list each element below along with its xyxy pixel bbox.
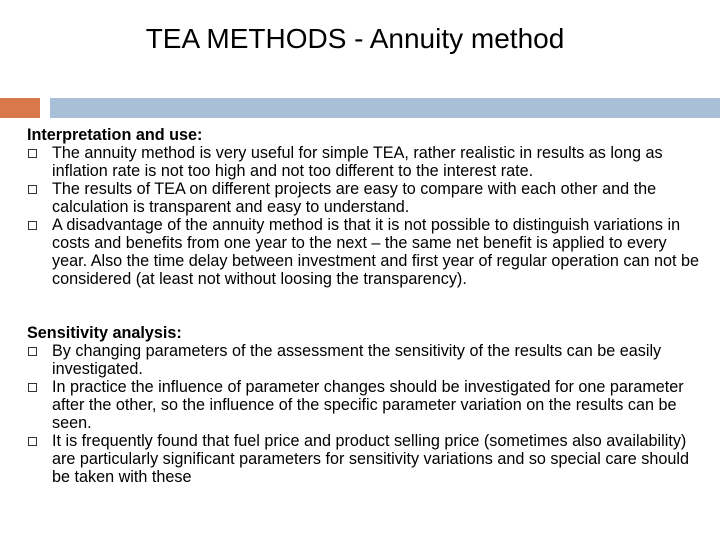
accent-bar bbox=[0, 98, 40, 118]
slide-title: TEA METHODS - Annuity method bbox=[145, 23, 565, 54]
square-bullet-icon bbox=[28, 185, 37, 194]
section-heading: Interpretation and use: bbox=[27, 126, 203, 144]
square-bullet-icon bbox=[28, 149, 37, 158]
section-heading: Sensitivity analysis: bbox=[27, 324, 182, 342]
list-item bbox=[27, 180, 699, 216]
bullet-text: The annuity method is very useful for simple TEA, rather realistic in results as long as inflation rate is not too high and not too different to the interest rate. bbox=[52, 144, 663, 180]
list-item bbox=[27, 144, 699, 180]
bullet-text: The results of TEA on different projects are easy to compare with each other and the calculation is transparent and easy to understand. bbox=[52, 180, 657, 216]
square-bullet-icon bbox=[28, 347, 37, 356]
bullet-text: It is frequently found that fuel price and product selling price (sometimes also availability) are particularly significant parameters for sensitivity variations and so special care should be taken with these bbox=[52, 432, 690, 486]
slide-content bbox=[27, 126, 699, 486]
square-bullet-icon bbox=[28, 437, 37, 446]
bullet-text: A disadvantage of the annuity method is that it is not possible to distinguish variations in costs and benefits from one year to the next – the same net benefit is applied to every year. Also the time delay between investment and first year of regular operation can not be considered (at least not without loosing the transparency). bbox=[52, 216, 699, 288]
bullet-text: In practice the influence of parameter changes should be investigated for one parameter after the other, so the influence of the specific parameter variation on the results can be seen. bbox=[52, 378, 684, 432]
square-bullet-icon bbox=[28, 221, 37, 230]
bullet-text: By changing parameters of the assessment the sensitivity of the results can be easily investigated. bbox=[52, 342, 662, 378]
section-sensitivity bbox=[27, 324, 699, 486]
square-bullet-icon bbox=[28, 383, 37, 392]
header-bar bbox=[50, 98, 720, 118]
list-item bbox=[27, 432, 699, 486]
list-item bbox=[27, 342, 699, 378]
list-item bbox=[27, 216, 699, 288]
list-item bbox=[27, 378, 699, 432]
section-interpretation bbox=[27, 126, 699, 288]
section-gap bbox=[27, 288, 699, 324]
